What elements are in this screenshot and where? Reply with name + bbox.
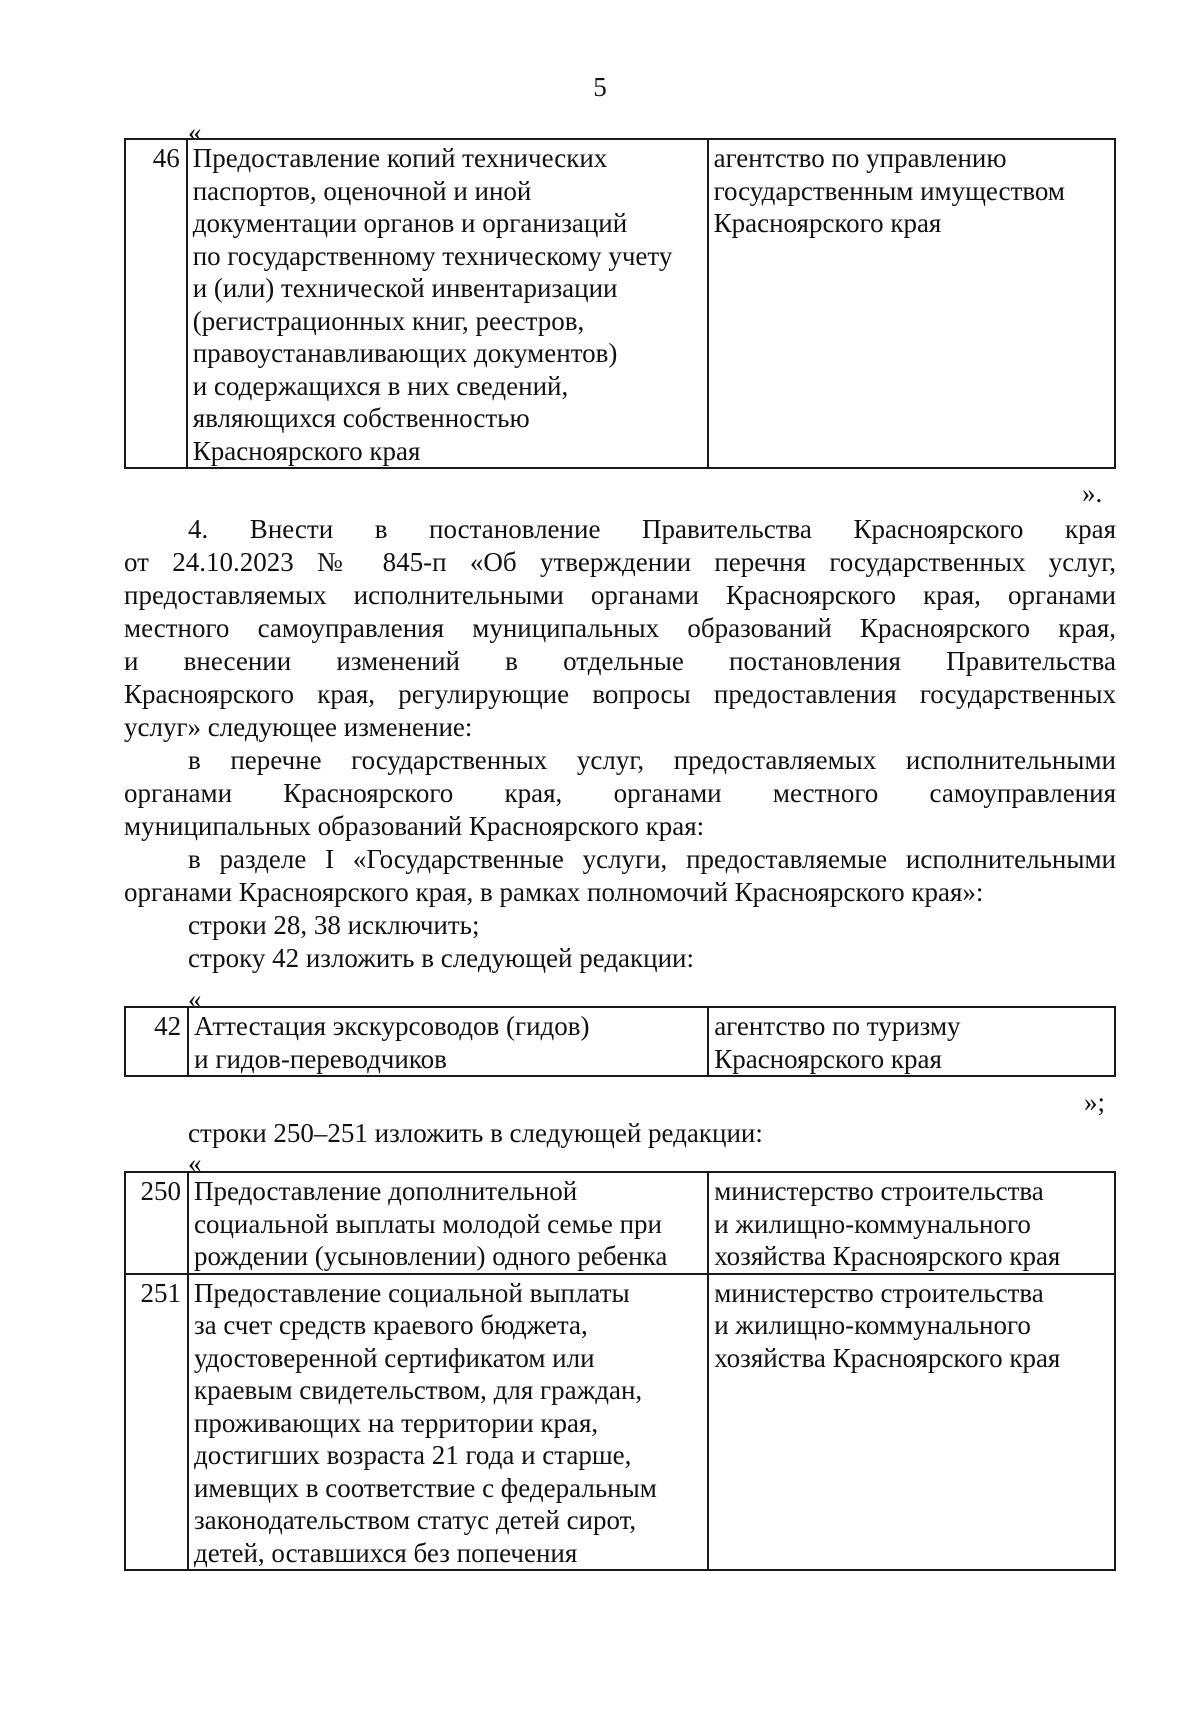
- opening-quote: «: [188, 117, 202, 147]
- agency-line: Красноярского края: [713, 208, 942, 238]
- paragraph-line: и внесении изменений в отдельные постановления Правительства: [124, 646, 1116, 676]
- responsible-agency-cell: [708, 1274, 1115, 1571]
- paragraph-rows-250: [188, 1117, 1118, 1150]
- agency-line: агентство по туризму: [714, 1011, 961, 1041]
- service-name-line: являющихся собственностью: [192, 403, 530, 433]
- agency-line: и жилищно-коммунального: [714, 1208, 1031, 1239]
- table-rows-250-251: [124, 1171, 1116, 1571]
- paragraph-line: в перечне государственных услуг, предоставляемых исполнительными: [188, 745, 1116, 775]
- service-name-cell: [188, 1274, 708, 1571]
- service-name-line: и гидов-переводчиков: [194, 1043, 447, 1074]
- service-name-line: паспортов, оценочной и иной: [192, 175, 532, 206]
- service-name-line: имевщих в соответствие с федеральным: [193, 1472, 657, 1503]
- service-name-cell: [188, 1172, 708, 1274]
- paragraph-line: услуг» следующее изменение:: [124, 712, 473, 742]
- paragraph-line: строку 42 изложить в следующей редакции:: [188, 943, 695, 973]
- service-name-line: Предоставление социальной выплаты: [193, 1277, 630, 1308]
- row-number: 46: [125, 139, 187, 468]
- paragraph-line: Красноярского края, регулирующие вопросы предоставления государственных: [124, 679, 1116, 709]
- service-name-line: Аттестация экскурсоводов (гидов): [194, 1011, 590, 1041]
- service-name-line: Красноярского края: [192, 435, 421, 466]
- closing-quote: »;: [1084, 1087, 1106, 1117]
- paragraph-line: 4. Внести в постановление Правительства Красноярского края: [188, 514, 1116, 544]
- service-name-line: детей, оставшихся без попечения: [193, 1537, 578, 1568]
- agency-line: министерство строительства: [714, 1277, 1044, 1308]
- service-name-line: краевым свидетельством, для граждан,: [193, 1375, 643, 1405]
- row-number: 251: [125, 1274, 188, 1571]
- table-row-42: [124, 1006, 1116, 1077]
- page-number: 5: [593, 72, 607, 102]
- service-name-line: и (или) технической инвентаризации: [192, 273, 618, 303]
- service-name-line: документации органов и организаций: [192, 208, 628, 238]
- responsible-agency-cell: [708, 139, 1115, 468]
- service-name-line: и содержащихся в них сведений,: [192, 370, 569, 401]
- service-name-line: за счет средств краевого бюджета,: [193, 1310, 588, 1340]
- paragraph-line: местного самоуправления муниципальных образований Красноярского края,: [124, 613, 1116, 643]
- agency-line: министерство строительства: [714, 1176, 1044, 1206]
- closing-quote: ».: [1082, 478, 1103, 508]
- paragraph-line: в разделе I «Государственные услуги, предоставляемые исполнительными: [188, 844, 1116, 874]
- paragraph-line: органами Красноярского края, в рамках полномочий Красноярского края»:: [124, 877, 984, 907]
- paragraph-line: от 24.10.2023 № 845-п «Об утверждении перечня государственных услуг,: [124, 547, 1116, 577]
- paragraph-line: строки 250–251 изложить в следующей редакции:: [188, 1118, 763, 1148]
- row-number: 250: [125, 1172, 188, 1274]
- service-name-line: социальной выплаты молодой семье при: [193, 1208, 662, 1239]
- opening-quote: «: [188, 984, 202, 1014]
- table-row: [125, 1172, 1115, 1274]
- service-name-cell: [187, 139, 708, 468]
- opening-quote: «: [188, 1148, 202, 1178]
- service-name-line: достигших возраста 21 года и старше,: [193, 1440, 632, 1470]
- service-name-line: Предоставление дополнительной: [193, 1176, 578, 1206]
- agency-line: хозяйства Красноярского края: [714, 1241, 1061, 1271]
- paragraph-line: строки 28, 38 исключить;: [188, 910, 480, 940]
- service-name-line: удостоверенной сертификатом или: [193, 1342, 595, 1373]
- service-name-line: Предоставление копий технических: [192, 143, 608, 173]
- service-name-line: законодательством статус детей сирот,: [193, 1505, 637, 1535]
- service-name-line: (регистрационных книг, реестров,: [192, 305, 585, 336]
- service-name-line: по государственному техническому учету: [192, 240, 673, 271]
- agency-line: государственным имуществом: [713, 175, 1065, 206]
- agency-line: хозяйства Красноярского края: [714, 1342, 1061, 1373]
- row-number: 42: [125, 1007, 188, 1076]
- table-row: [125, 139, 1115, 468]
- service-name-line: правоустанавливающих документов): [192, 338, 618, 368]
- responsible-agency-cell: [708, 1007, 1115, 1076]
- responsible-agency-cell: [708, 1172, 1115, 1274]
- agency-line: Красноярского края: [714, 1043, 942, 1074]
- paragraph-line: органами Красноярского края, органами местного самоуправления: [124, 778, 1116, 808]
- agency-line: и жилищно-коммунального: [714, 1310, 1031, 1340]
- service-name-line: рождении (усыновлении) одного ребенка: [193, 1241, 668, 1271]
- table-row: [125, 1007, 1115, 1076]
- paragraph-line: предоставляемых исполнительными органами Красноярского края, органами: [124, 580, 1116, 610]
- table-row-46: [124, 138, 1116, 469]
- table-row: [125, 1274, 1115, 1571]
- paragraph-4: [124, 513, 1116, 975]
- service-name-line: проживающих на территории края,: [193, 1407, 599, 1438]
- agency-line: агентство по управлению: [713, 143, 1007, 173]
- service-name-cell: [188, 1007, 708, 1076]
- paragraph-line: муниципальных образований Красноярского края:: [124, 811, 705, 841]
